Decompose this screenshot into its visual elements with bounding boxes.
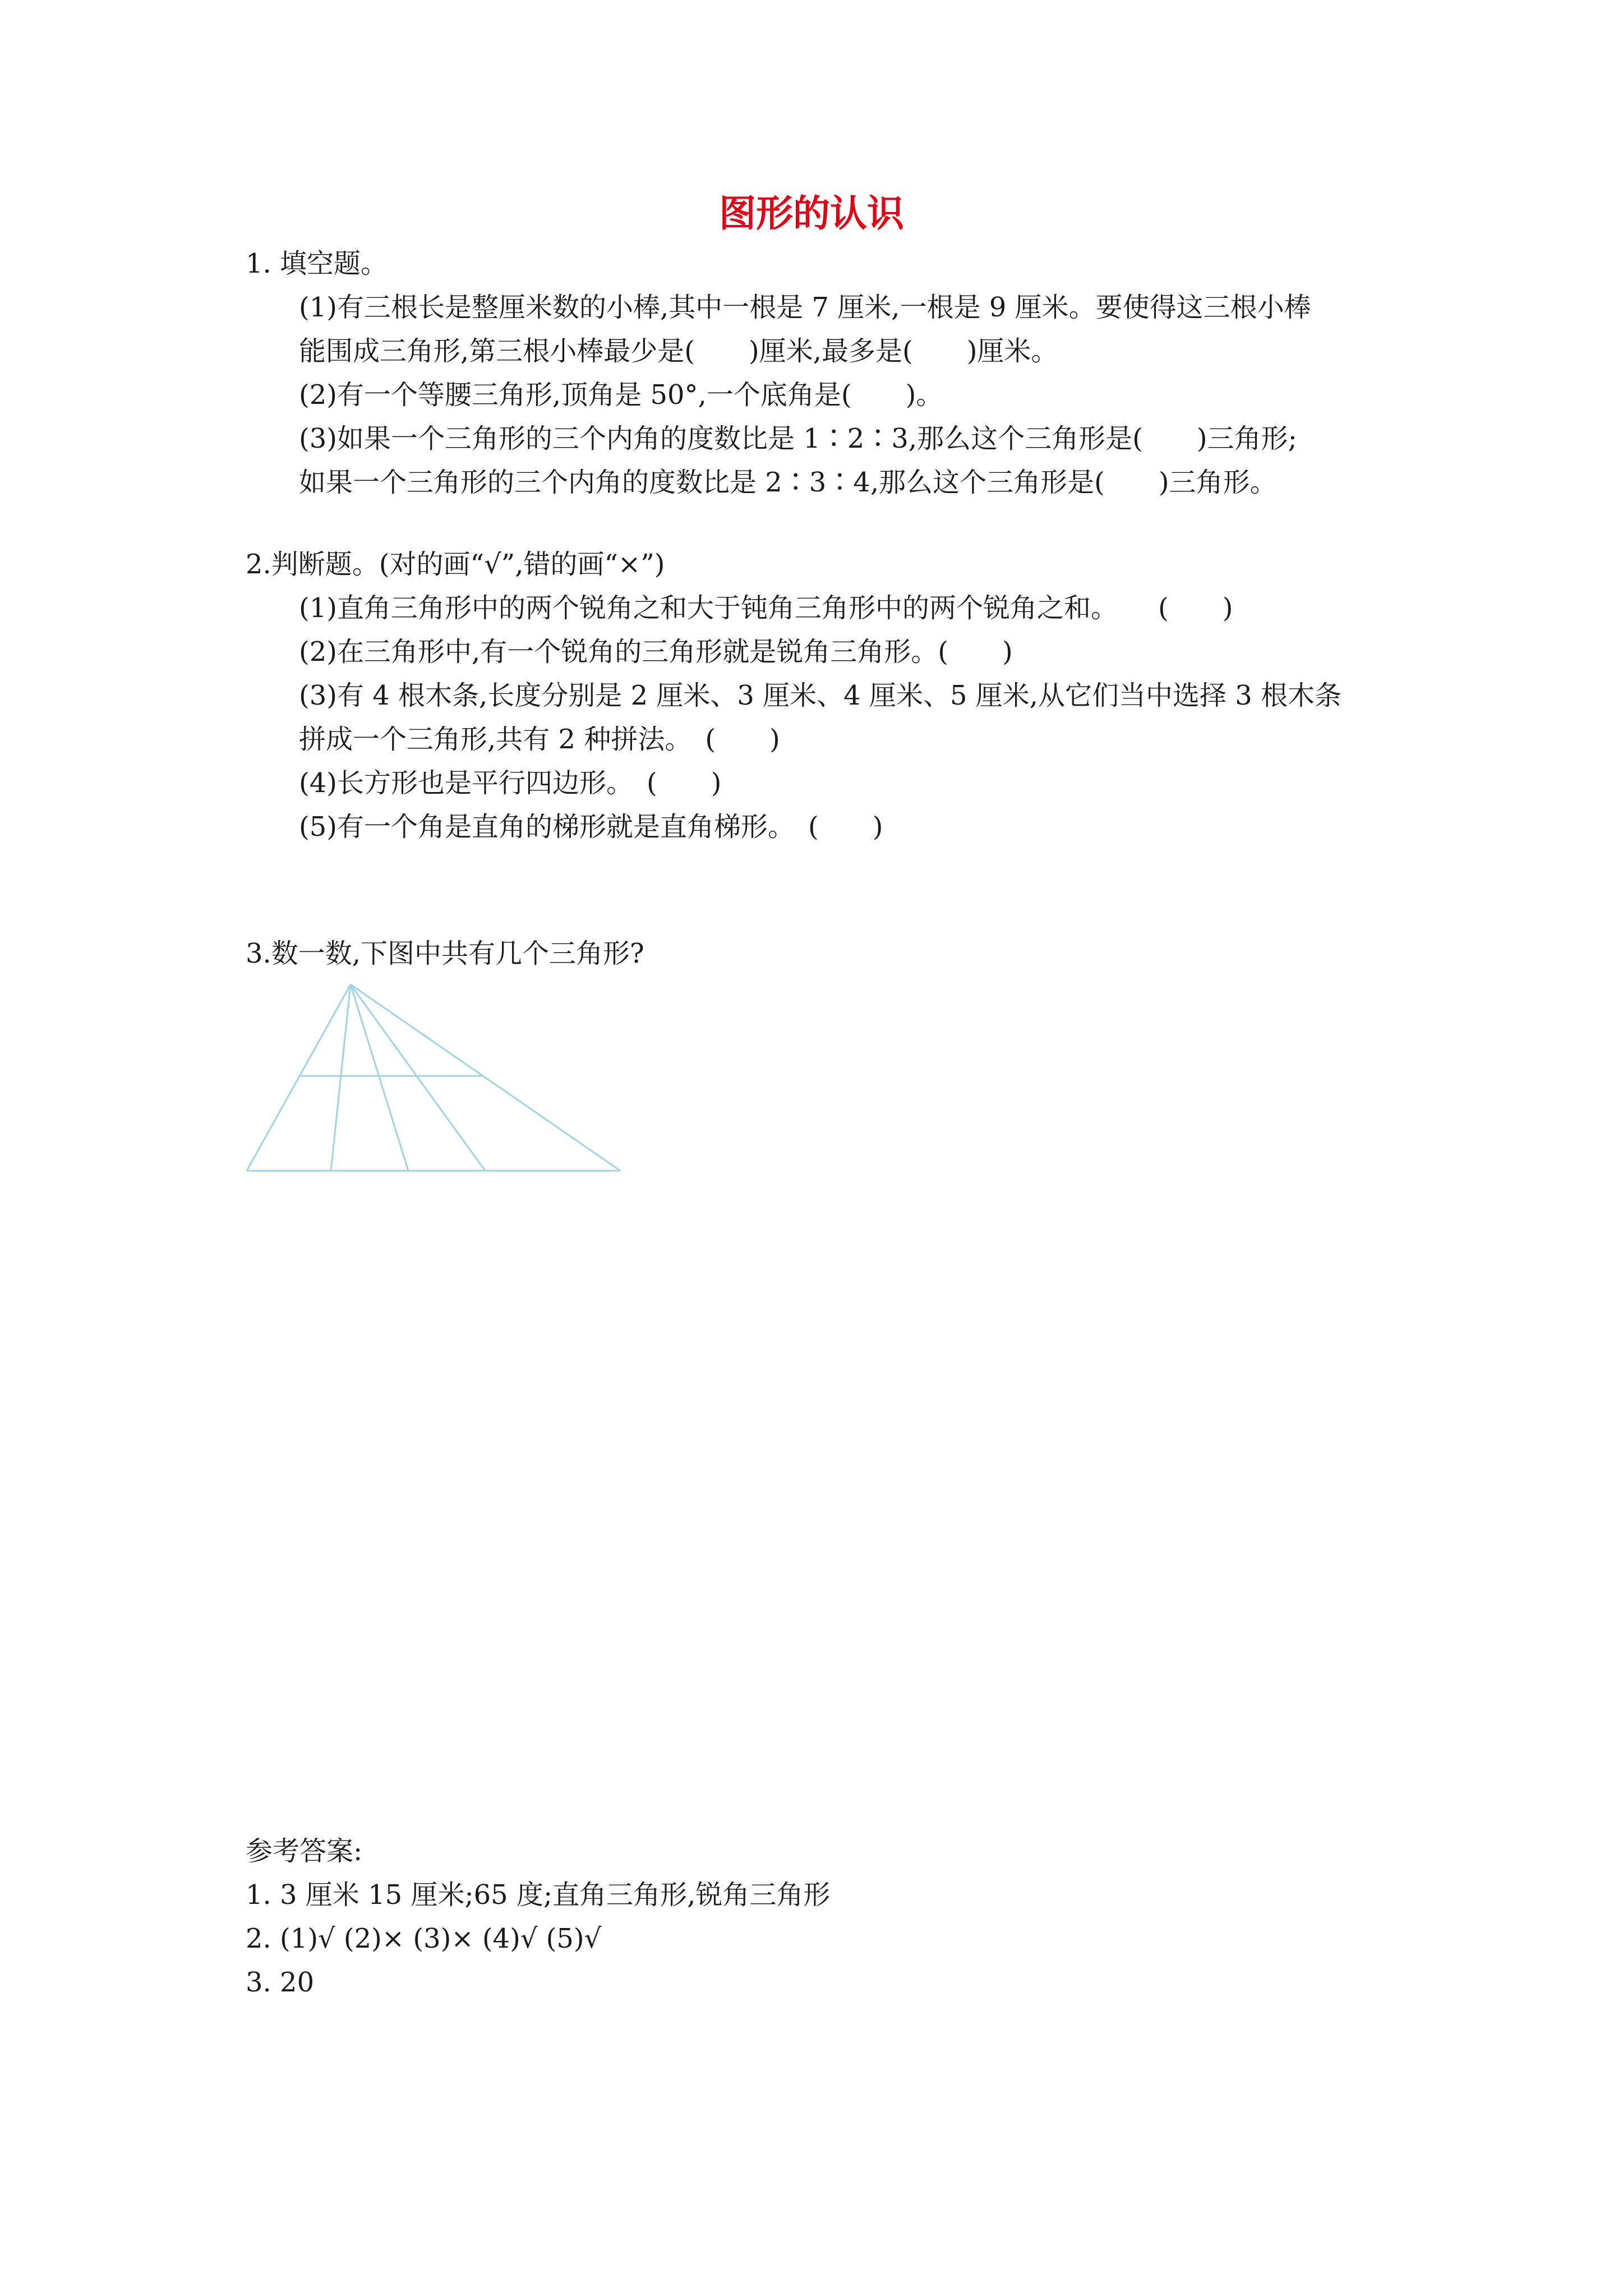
- figure-inner-line-3: [351, 984, 485, 1171]
- figure-inner-line-2: [351, 984, 408, 1171]
- q1-item-2: (2)有一个等腰三角形,顶角是 50°,一个底角是( )。: [299, 379, 943, 411]
- figure-right-edge: [351, 984, 620, 1171]
- q2-item-5: (5)有一个角是直角的梯形就是直角梯形。 ( ): [299, 811, 883, 843]
- q3-heading: 3.数一数,下图中共有几个三角形?: [246, 938, 644, 969]
- answer-2: 2. (1)√ (2)× (3)× (4)√ (5)√: [246, 1923, 602, 1954]
- answer-1: 1. 3 厘米 15 厘米;65 度;直角三角形,锐角三角形: [246, 1879, 831, 1911]
- answers-heading: 参考答案:: [246, 1835, 363, 1867]
- q1-item-1-cont: 能围成三角形,第三根小棒最少是( )厘米,最多是( )厘米。: [299, 335, 1058, 367]
- q2-item-4: (4)长方形也是平行四边形。 ( ): [299, 767, 722, 799]
- q1-item-3: (3)如果一个三角形的三个内角的度数比是 1∶2∶3,那么这个三角形是( )三角形;: [299, 423, 1297, 454]
- q1-heading: 1. 填空题。: [246, 248, 388, 279]
- q2-item-3-cont: 拼成一个三角形,共有 2 种拼法。 ( ): [299, 724, 780, 755]
- q1-item-3-cont: 如果一个三角形的三个内角的度数比是 2∶3∶4,那么这个三角形是( )三角形。: [299, 467, 1277, 498]
- q2-item-1: (1)直角三角形中的两个锐角之和大于钝角三角形中的两个锐角之和。 ( ): [299, 592, 1233, 624]
- figure-inner-line-1: [331, 984, 351, 1171]
- q2-heading: 2.判断题。(对的画“√”,错的画“×”): [246, 549, 665, 580]
- q2-item-2: (2)在三角形中,有一个锐角的三角形就是锐角三角形。( ): [299, 636, 1013, 668]
- answer-3: 3. 20: [246, 1967, 315, 1998]
- figure-left-edge: [247, 984, 351, 1171]
- q2-item-3: (3)有 4 根木条,长度分别是 2 厘米、3 厘米、4 厘米、5 厘米,从它们当中选择 3 根木条: [299, 680, 1342, 711]
- page-title: 图形的认识: [719, 191, 904, 235]
- triangle-figure: [246, 979, 627, 1175]
- q1-item-1: (1)有三根长是整厘米数的小棒,其中一根是 7 厘米,一根是 9 厘米。要使得这三根小棒: [299, 292, 1311, 323]
